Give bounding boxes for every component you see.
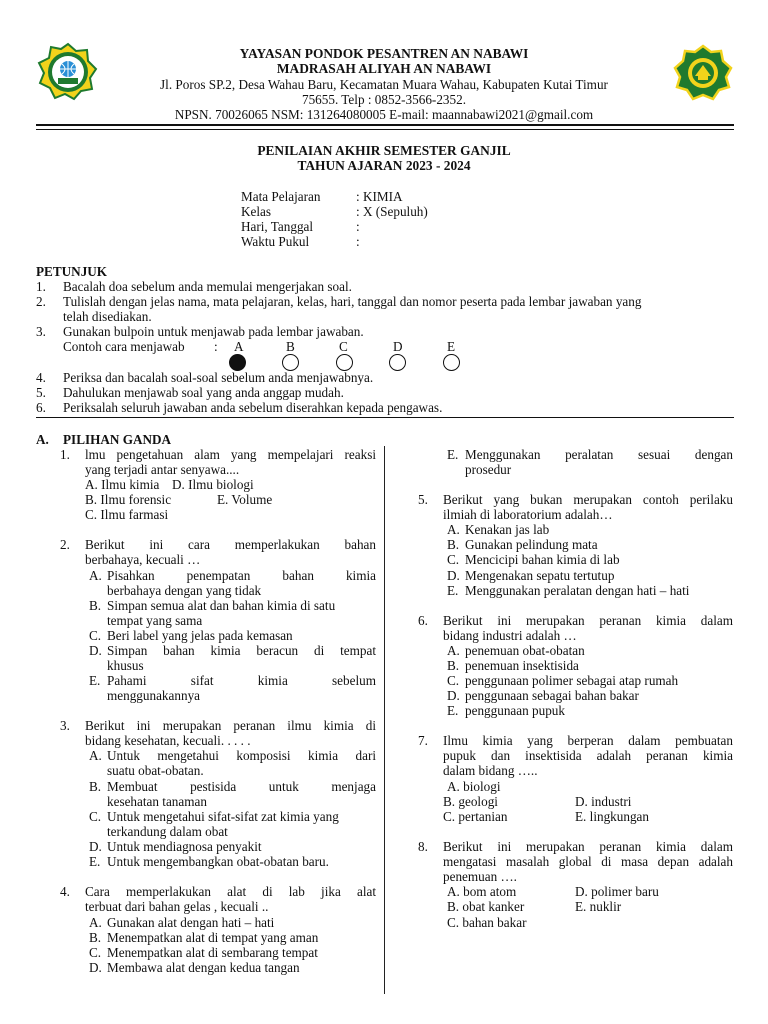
option-text: Untuk mengembangkan obat-obatan baru. xyxy=(107,854,329,869)
option-letter: C. xyxy=(447,552,460,567)
instruction-text: Periksalah seluruh jawaban anda sebelum diserahkan kepada pengawas. xyxy=(63,400,443,415)
option-c: C. pertanian xyxy=(443,809,508,824)
option-d: D. polimer baru xyxy=(575,884,659,899)
option-letter: B. xyxy=(89,779,102,794)
option-letter: A. xyxy=(89,748,102,763)
instruction-number: 6. xyxy=(36,400,46,415)
option-letter: D. xyxy=(89,839,102,854)
question-number: 8. xyxy=(418,839,428,854)
instruction-number: 3. xyxy=(36,324,46,339)
field-value-date: : xyxy=(356,219,360,234)
option-text: penggunaan polimer sebagai atap rumah xyxy=(465,673,679,688)
question-text: bidang kesehatan, kecuali. . . . . xyxy=(85,733,251,748)
question-text: ilmiah di laboratorium adalah… xyxy=(443,507,613,522)
question-text: yang terjadi antar senyawa.... xyxy=(85,462,240,477)
example-option-a-label: A xyxy=(234,339,244,354)
option-e: E. nuklir xyxy=(575,899,622,914)
option-text: penemuan insektisida xyxy=(465,658,579,673)
example-bubble-empty-icon xyxy=(282,354,299,371)
answer-example-colon: : xyxy=(214,339,218,354)
question-number: 3. xyxy=(60,718,70,733)
instruction-number: 1. xyxy=(36,279,46,294)
option-letter: C. xyxy=(89,628,102,643)
question-text: Ilmu kimia yang berperan dalam pembuatan xyxy=(443,733,733,748)
option-text: Untuk mengetahui sifat-sifat zat kimia yang xyxy=(107,809,339,824)
question-text: terbuat dari bahan gelas , kecuali .. xyxy=(85,899,269,914)
foundation-name: YAYASAN PONDOK PESANTREN AN NABAWI xyxy=(239,46,529,61)
question-text: lmu pengetahuan alam yang mempelajari reaksi xyxy=(85,447,376,462)
option-letter: A. xyxy=(447,522,460,537)
field-label-class: Kelas xyxy=(241,204,272,219)
question-number: 5. xyxy=(418,492,428,507)
option-c: C. bahan bakar xyxy=(447,915,527,930)
option-text: Mencicipi bahan kimia di lab xyxy=(465,552,620,567)
field-value-subject: : KIMIA xyxy=(356,189,403,204)
example-bubble-empty-icon xyxy=(336,354,353,371)
option-b: B. geologi xyxy=(443,794,498,809)
question-text: berbahaya, kecuali … xyxy=(85,552,201,567)
option-letter: E. xyxy=(89,673,101,688)
option-letter: B. xyxy=(447,537,460,552)
question-number: 2. xyxy=(60,537,70,552)
option-text: Mengenakan sepatu tertutup xyxy=(465,568,615,583)
section-title: PILIHAN GANDA xyxy=(63,432,172,447)
option-text: Menggunakan peralatan dengan hati – hati xyxy=(465,583,690,598)
option-letter: E. xyxy=(447,703,459,718)
school-contact: NPSN. 70026065 NSM: 131264080005 E-mail: maannabawi2021@gmail.com xyxy=(174,107,594,122)
header-divider-thin xyxy=(36,129,734,130)
option-d: D. Ilmu biologi xyxy=(172,477,254,492)
option-text: prosedur xyxy=(465,462,512,477)
option-b: B. obat kanker xyxy=(447,899,525,914)
option-text: berbahaya dengan yang tidak xyxy=(107,583,262,598)
option-b: B. Ilmu forensic xyxy=(85,492,172,507)
option-text: Untuk mendiagnosa penyakit xyxy=(107,839,262,854)
option-text: Menempatkan alat di sembarang tempat xyxy=(107,945,318,960)
question-text: penemuan …. xyxy=(443,869,517,884)
question-number: 4. xyxy=(60,884,70,899)
option-e: E. lingkungan xyxy=(575,809,649,824)
option-a: A. bom atom xyxy=(447,884,517,899)
option-text: menggunakannya xyxy=(107,688,201,703)
instruction-number: 2. xyxy=(36,294,46,309)
option-text: suatu obat-obatan. xyxy=(107,763,204,778)
column-divider xyxy=(384,446,385,994)
option-letter: A. xyxy=(89,568,102,583)
option-a: A. biologi xyxy=(447,779,501,794)
option-text: Untuk mengetahui komposisi kimia dari xyxy=(107,748,376,763)
option-text: Menempatkan alat di tempat yang aman xyxy=(107,930,319,945)
field-label-date: Hari, Tanggal xyxy=(241,219,314,234)
option-text: penemuan obat-obatan xyxy=(465,643,585,658)
question-text: pupuk dan insektisida adalah peranan kimia xyxy=(443,748,733,763)
exam-year: TAHUN AJARAN 2023 - 2024 xyxy=(297,158,471,173)
option-letter: D. xyxy=(89,643,102,658)
field-label-time: Waktu Pukul xyxy=(241,234,310,249)
example-option-e-label: E xyxy=(447,339,456,354)
option-letter: E. xyxy=(89,854,101,869)
option-text: Kenakan jas lab xyxy=(465,522,550,537)
instruction-text: Dahulukan menjawab soal yang anda anggap mudah. xyxy=(63,385,344,400)
question-text: bidang industri adalah … xyxy=(443,628,577,643)
option-letter: C. xyxy=(447,673,460,688)
option-e: E. Volume xyxy=(217,492,273,507)
option-letter: D. xyxy=(89,960,102,975)
example-bubble-filled-icon xyxy=(229,354,246,371)
option-letter: B. xyxy=(89,598,102,613)
option-a: A. Ilmu kimia xyxy=(85,477,160,492)
field-value-time: : xyxy=(356,234,360,249)
option-text: tempat yang sama xyxy=(107,613,203,628)
option-text: Menggunakan peralatan sesuai dengan xyxy=(465,447,733,462)
school-name: MADRASAH ALIYAH AN NABAWI xyxy=(276,61,492,76)
section-letter: A. xyxy=(36,432,49,447)
example-bubble-empty-icon xyxy=(443,354,460,371)
instructions-heading: PETUNJUK xyxy=(36,264,108,279)
option-c: C. Ilmu farmasi xyxy=(85,507,169,522)
question-text: dalam bidang ….. xyxy=(443,763,538,778)
option-text: Gunakan alat dengan hati – hati xyxy=(107,915,275,930)
question-text: Berikut ini merupakan peranan kimia dalam xyxy=(443,839,733,854)
madrasah-logo-icon xyxy=(672,44,734,102)
question-number: 7. xyxy=(418,733,428,748)
question-text: Berikut ini merupakan peranan kimia dalam xyxy=(443,613,733,628)
instruction-text: Gunakan bulpoin untuk menjawab pada lembar jawaban. xyxy=(63,324,364,339)
option-text: Simpan semua alat dan bahan kimia di satu xyxy=(107,598,336,613)
field-label-subject: Mata Pelajaran xyxy=(241,189,321,204)
option-text: Pahami sifat kimia sebelum xyxy=(107,673,376,688)
instructions-divider xyxy=(36,417,734,418)
option-letter: A. xyxy=(89,915,102,930)
instruction-text: Bacalah doa sebelum anda memulai mengerjakan soal. xyxy=(63,279,352,294)
example-option-c-label: C xyxy=(339,339,348,354)
example-bubble-empty-icon xyxy=(389,354,406,371)
option-text: terkandung dalam obat xyxy=(107,824,228,839)
option-d: D. industri xyxy=(575,794,632,809)
option-letter: C. xyxy=(89,809,102,824)
option-text: Membuat pestisida untuk menjaga xyxy=(107,779,376,794)
option-letter: B. xyxy=(447,658,460,673)
option-letter: E. xyxy=(447,583,459,598)
option-text: Membawa alat dengan kedua tangan xyxy=(107,960,300,975)
option-text: Beri label yang jelas pada kemasan xyxy=(107,628,293,643)
exam-title: PENILAIAN AKHIR SEMESTER GANJIL xyxy=(257,143,511,158)
pesantren-logo-icon xyxy=(36,42,100,102)
option-text: penggunaan pupuk xyxy=(465,703,565,718)
field-value-class: : X (Sepuluh) xyxy=(356,204,428,219)
instruction-text-cont: telah disediakan. xyxy=(63,309,152,324)
option-letter: D. xyxy=(447,688,460,703)
option-letter: A. xyxy=(447,643,460,658)
question-number: 1. xyxy=(60,447,70,462)
question-text: mengatasi masalah global di masa depan adalah xyxy=(443,854,733,869)
option-letter: E. xyxy=(447,447,459,462)
option-text: kesehatan tanaman xyxy=(107,794,207,809)
example-option-d-label: D xyxy=(393,339,403,354)
example-option-b-label: B xyxy=(286,339,295,354)
question-text: Cara memperlakukan alat di lab jika alat xyxy=(85,884,376,899)
instruction-number: 5. xyxy=(36,385,46,400)
question-text: Berikut ini merupakan peranan ilmu kimia di xyxy=(85,718,376,733)
option-letter: B. xyxy=(89,930,102,945)
header-divider-thick xyxy=(36,124,734,126)
instruction-number: 4. xyxy=(36,370,46,385)
school-address: Jl. Poros SP.2, Desa Wahau Baru, Kecamatan Muara Wahau, Kabupaten Kutai Timur xyxy=(160,77,608,92)
question-number: 6. xyxy=(418,613,428,628)
option-text: Pisahkan penempatan bahan kimia xyxy=(107,568,376,583)
answer-example-label: Contoh cara menjawab xyxy=(63,339,185,354)
option-text: Simpan bahan kimia beracun di tempat xyxy=(107,643,376,658)
question-text: Berikut yang bukan merupakan contoh perilaku xyxy=(443,492,733,507)
option-text: Gunakan pelindung mata xyxy=(465,537,598,552)
option-letter: C. xyxy=(89,945,102,960)
option-text: khusus xyxy=(107,658,144,673)
option-text: penggunaan sebagai bahan bakar xyxy=(465,688,639,703)
school-postal-phone: 75655. Telp : 0852-3566-2352. xyxy=(301,92,467,107)
instruction-text: Tulislah dengan jelas nama, mata pelajaran, kelas, hari, tanggal dan nomor peserta pada lembar jawaban yang xyxy=(63,294,642,309)
question-text: Berikut ini cara memperlakukan bahan xyxy=(85,537,376,552)
instruction-text: Periksa dan bacalah soal-soal sebelum anda menjawabnya. xyxy=(63,370,374,385)
option-letter: D. xyxy=(447,568,460,583)
